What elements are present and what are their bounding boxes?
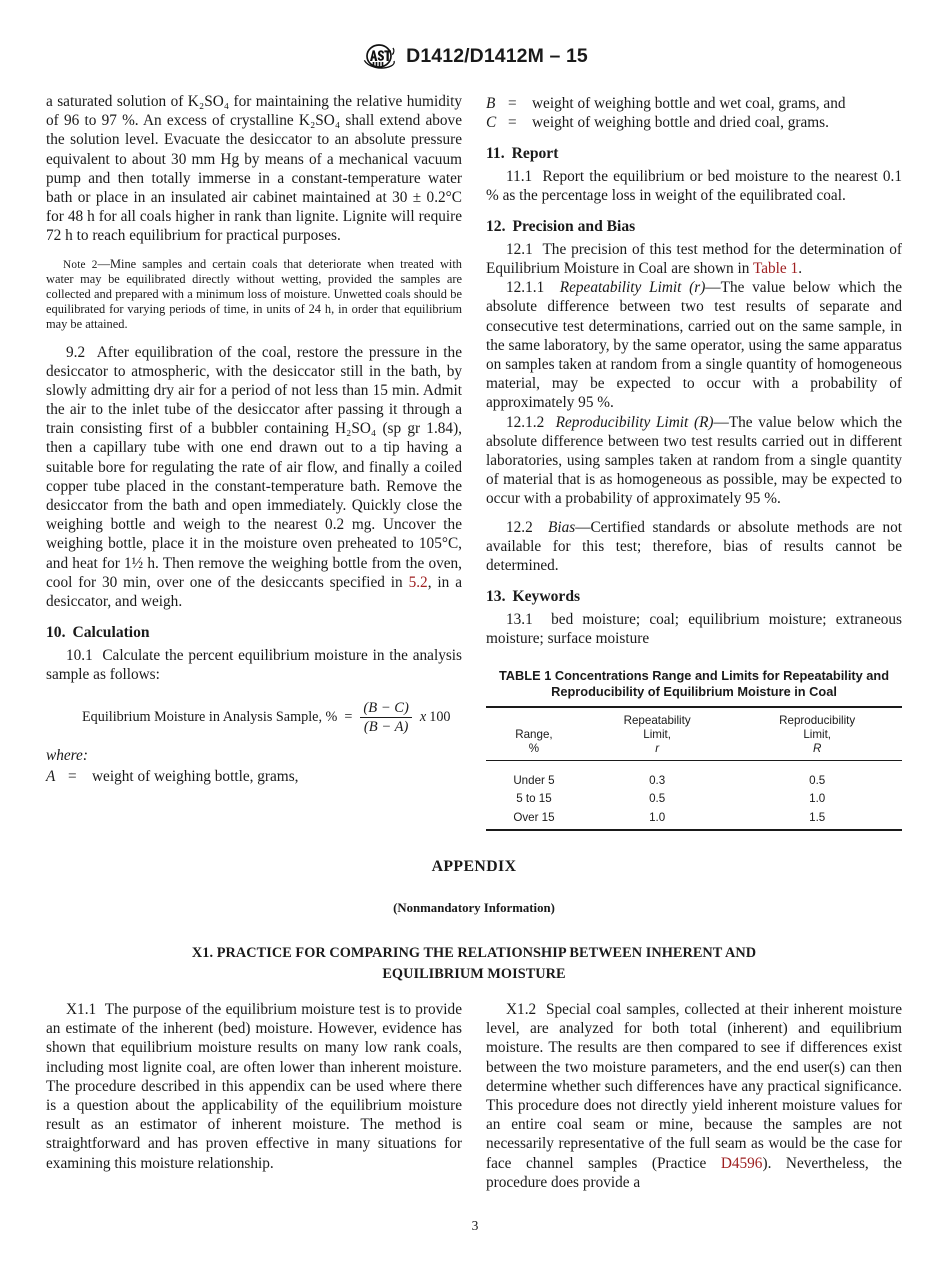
paragraph-12-1-text-b: .: [798, 260, 803, 278]
table-cell-repeatability: 0.5: [649, 792, 666, 806]
paragraph-10-1: [46, 646, 462, 684]
section-11-title: Report: [511, 145, 559, 163]
where-label: where:: [46, 746, 88, 764]
table-1-caption-line-1: TABLE 1 Concentrations Range and Limits for Repeatability and: [498, 668, 890, 683]
paragraph-12-2-number: 12.2: [506, 518, 533, 536]
link-d4596[interactable]: D4596: [720, 1154, 763, 1172]
variable-list-left: [46, 767, 462, 786]
col-0-line-3: %: [528, 742, 540, 756]
paragraph-12-1-1-term: Repeatability Limit (r): [559, 279, 706, 297]
paragraph-9-2: [46, 343, 462, 612]
paragraph-12-2: [486, 518, 902, 576]
link-5-2[interactable]: 5.2: [408, 573, 428, 591]
variable-list-right: [486, 94, 902, 132]
paragraph-12-1-2: [486, 413, 902, 509]
table-1-caption: [486, 668, 902, 700]
note-2: [46, 257, 462, 332]
table-cell-range: Under 5: [513, 774, 555, 788]
appendix-subtitle: (Nonmandatory Information): [393, 901, 555, 915]
table-cell-range: 5 to 15: [516, 792, 552, 806]
section-heading-10: [46, 623, 462, 643]
paragraph-12-1: [486, 240, 902, 278]
table-cell-reproducibility: 0.5: [809, 774, 826, 788]
paragraph-12-1-1: [486, 278, 902, 412]
left-column: [46, 92, 462, 786]
table-cell-reproducibility: 1.0: [809, 792, 826, 806]
paragraph-continued: a saturated solution of K₂SO₄ for maintaining the relative humidity of 96 to 97 %. An excess of crystalline K₂SO₄ shall extend above the solution level. Evacuate the desiccator to an absolute pressure equivalent to about 30 mm Hg by means of a mechanical vacuum pump and then totally immerse in a constant-temperature water bath or place in an insulated air cabinet maintained at 30 ± 0.2°C for 48 h for all coals higher in rank than lignite. Lignite will require 72 h to reach equilibrium for practical purposes.: [46, 93, 462, 245]
table-column-header-repeatability: [582, 707, 733, 761]
paragraph-13-1-text: bed moisture; coal; equilibrium moisture; extraneous moisture; surface moisture: [486, 610, 902, 647]
variable-symbol: C: [486, 114, 497, 132]
equation-operator: x: [419, 709, 427, 726]
table-cell-range: Over 15: [486, 808, 582, 830]
table-cell-repeatability: 1.0: [582, 808, 733, 830]
section-10-number: 10.: [46, 624, 66, 642]
document-header: [0, 42, 950, 70]
paragraph-12-1-2-number: 12.1.2: [506, 413, 545, 431]
table-1: [486, 668, 902, 831]
paragraph-11-1: [486, 167, 902, 205]
paragraph-12-1-1-text: —The value below which the absolute difference between two test results of separate and consecutive test determinations, carried out on the same sample, in the same laboratory, by the same operator, using the same apparatus on samples taken at random from a single quantity of homogeneous material, may be expected to occur with a probability of approximately 95 %.: [486, 279, 902, 412]
paragraph-12-1-text-a: The precision of this test method for the determination of Equilibrium Moisture in Coal are shown in: [486, 240, 902, 278]
paragraph-12-1-1-number: 12.1.1: [506, 279, 545, 297]
paragraph-10-1-text: Calculate the percent equilibrium moisture in the analysis sample as follows:: [46, 646, 462, 683]
variable-description: weight of weighing bottle and wet coal, grams, and: [532, 95, 846, 112]
paragraph-x1-2-number: X1.2: [506, 1001, 537, 1018]
note-label: Note 2: [63, 258, 98, 271]
equation-factor: 100: [429, 709, 451, 726]
paragraph-12-2-term: Bias: [547, 518, 576, 536]
paragraph-x1-1-text: The purpose of the equilibrium moisture test is to provide an estimate of the inherent (bed) moisture. However, evidence has shown that equilibrium moisture results on many low rank coals, including most lignite coal, are often lower than inherent moisture. The procedure described in this appendix can be used where there is a question about the applicability of the equilibrium moisture result as an estimator of inherent moisture. The method is straightforward and has proven effective in many situations for examining this moisture relationship.: [46, 1001, 462, 1172]
table-row: [486, 790, 902, 808]
variable-row: [486, 113, 902, 132]
section-heading-11: [486, 144, 902, 164]
equation-denominator: (B − A): [360, 717, 412, 735]
document-designation: D1412/D1412M – 15: [406, 44, 588, 67]
section-13-title: Keywords: [512, 588, 581, 606]
section-heading-13: [486, 587, 902, 607]
col-1-line-2: Limit,: [643, 728, 671, 742]
paragraph-spacer: [486, 509, 902, 518]
table-column-header-range: [486, 707, 582, 761]
paragraph-11-1-text: Report the equilibrium or bed moisture to the nearest 0.1 % as the percentage loss in weight of the equilibrated coal.: [486, 167, 902, 205]
variable-equals: =: [508, 114, 517, 132]
paragraph-12-1-number: 12.1: [506, 240, 533, 258]
variable-equals: =: [508, 95, 517, 112]
paragraph-12-1-2-term: Reproducibility Limit (R): [555, 413, 714, 431]
equation-label: Equilibrium Moisture in Analysis Sample, %: [82, 709, 338, 726]
col-1-line-3: r: [655, 742, 660, 756]
variable-description: weight of weighing bottle and dried coal, grams.: [532, 114, 829, 132]
variable-symbol: A: [46, 767, 56, 785]
section-12-number: 12.: [486, 218, 506, 236]
appendix-header-block: [46, 858, 902, 984]
col-1-line-1: Repeatability: [623, 713, 691, 727]
appendix-left-column: [46, 1000, 462, 1173]
equation-tail: [420, 709, 451, 727]
paragraph-10-1-number: 10.1: [66, 646, 93, 664]
appendix-x1-heading: [46, 943, 902, 984]
appendix-right-column: [486, 1000, 902, 1192]
paragraph-x1-2-text-a: Special coal samples, collected at their inherent moisture level, are analyzed for both total (inherent) and equilibrium moisture. The results are then compared to see if differences exist between the two moisture parameters, and the end user(s) can then determine whether such differences have any practical significance. This procedure does not directly yield inherent moisture values for an entire coal seam or mine, because the samples are not necessarily representative of the full seam as would be the case for face channel samples (Practice: [486, 1001, 902, 1172]
paragraph-13-1-number: 13.1: [506, 610, 533, 628]
appendix-x1-heading-line-2: EQUILIBRIUM MOISTURE: [382, 965, 566, 982]
paragraph-9-2-text-a: After equilibration of the coal, restore the pressure in the desiccator to atmospheric, with the desiccator still in the bath, by slowly admitting dry air for a period of not less than 15 min. Admit the air to the inlet tube of the desiccator after passing it through a train consisting first of a bubbler containing H₂SO₄ (sp gr 1.84), then a capillary tube with one end drawn out to a tip having a suitable bore for regulating the rate of air flow, and finally a coiled copper tube placed in the constant-temperature bath. Remove the desiccator from the bath and open immediately. Quickly close the weighing bottle and weigh to the nearest 0.2 mg. Uncover the weighing bottle, place it in the moisture oven preheated to 105°C, and heat for 1½ h. Then remove the weighing bottle from the oven, cool for 30 min, over one of the desiccants specified in: [46, 343, 462, 591]
col-2-line-3: R: [813, 742, 822, 756]
paragraph-12-2-text: —Certified standards or absolute methods are not available for this test; therefore, bias of results cannot be determined.: [486, 518, 902, 574]
table-cell-reproducibility: 1.5: [732, 808, 902, 830]
section-heading-12: [486, 217, 902, 237]
section-11-number: 11.: [486, 145, 505, 163]
paragraph-x1-2-text-b: ). Nevertheless, the procedure does provide a: [486, 1154, 902, 1191]
table-1-grid: [486, 706, 902, 831]
equation-equals: =: [344, 709, 353, 726]
section-13-number: 13.: [486, 588, 506, 606]
paragraph-11-1-number: 11.1: [506, 167, 533, 185]
equation-numerator: (B − C): [363, 700, 409, 717]
page-number: 3: [471, 1218, 479, 1233]
paragraph-13-1: [486, 610, 902, 648]
col-2-line-1: Reproducibility: [779, 713, 856, 727]
table-1-caption-line-2: Reproducibility of Equilibrium Moisture in Coal: [551, 683, 837, 699]
col-0-line-2: Range,: [515, 728, 553, 742]
paragraph-12-1-2-text: —The value below which the absolute difference between two test results carried out in different laboratories, using samples taken at random from a single quantity of material that is as homogeneous as possible, may be expected to occur with a probability of approximately 95 %.: [486, 413, 902, 508]
note-text: —Mine samples and certain coals that deteriorate when treated with water may be equilibrated directly without wetting, provided the samples are collected and prepared with a minimum loss of moisture. Unwetted coals should be equilibrated for varying periods of time, in units of 24 h, in order that equilibrium may be attained.: [46, 256, 462, 331]
paragraph-x1-2: [486, 1000, 902, 1192]
appendix-title: APPENDIX: [431, 858, 517, 875]
section-10-title: Calculation: [72, 624, 150, 642]
variable-description: weight of weighing bottle, grams,: [92, 767, 299, 785]
equation-fraction: [359, 700, 413, 736]
variable-symbol: B: [486, 95, 496, 112]
equation-equilibrium-moisture: [46, 700, 462, 736]
link-table-1[interactable]: Table 1: [752, 260, 799, 278]
appendix-x1-heading-line-1: X1. PRACTICE FOR COMPARING THE RELATIONSHIP BETWEEN INHERENT AND: [191, 945, 757, 961]
paragraph-x1-1: [46, 1000, 462, 1173]
paragraph-9-2-text-b: , in a desiccator, and weigh.: [46, 573, 462, 610]
right-column: [486, 92, 902, 831]
variable-row: [486, 94, 902, 113]
table-row: [486, 808, 902, 830]
table-header-row: [486, 707, 902, 761]
paragraph-9-2-number: 9.2: [66, 343, 86, 361]
paragraph-x1-1-number: X1.1: [66, 1001, 97, 1018]
table-cell-repeatability: 0.3: [649, 774, 666, 788]
col-2-line-2: Limit,: [803, 728, 832, 742]
astm-logo-icon: [362, 42, 396, 70]
table-row: [486, 761, 902, 790]
variable-row: [46, 767, 462, 786]
section-12-title: Precision and Bias: [512, 218, 636, 236]
table-column-header-reproducibility: [732, 707, 902, 761]
variable-equals: =: [68, 767, 77, 785]
